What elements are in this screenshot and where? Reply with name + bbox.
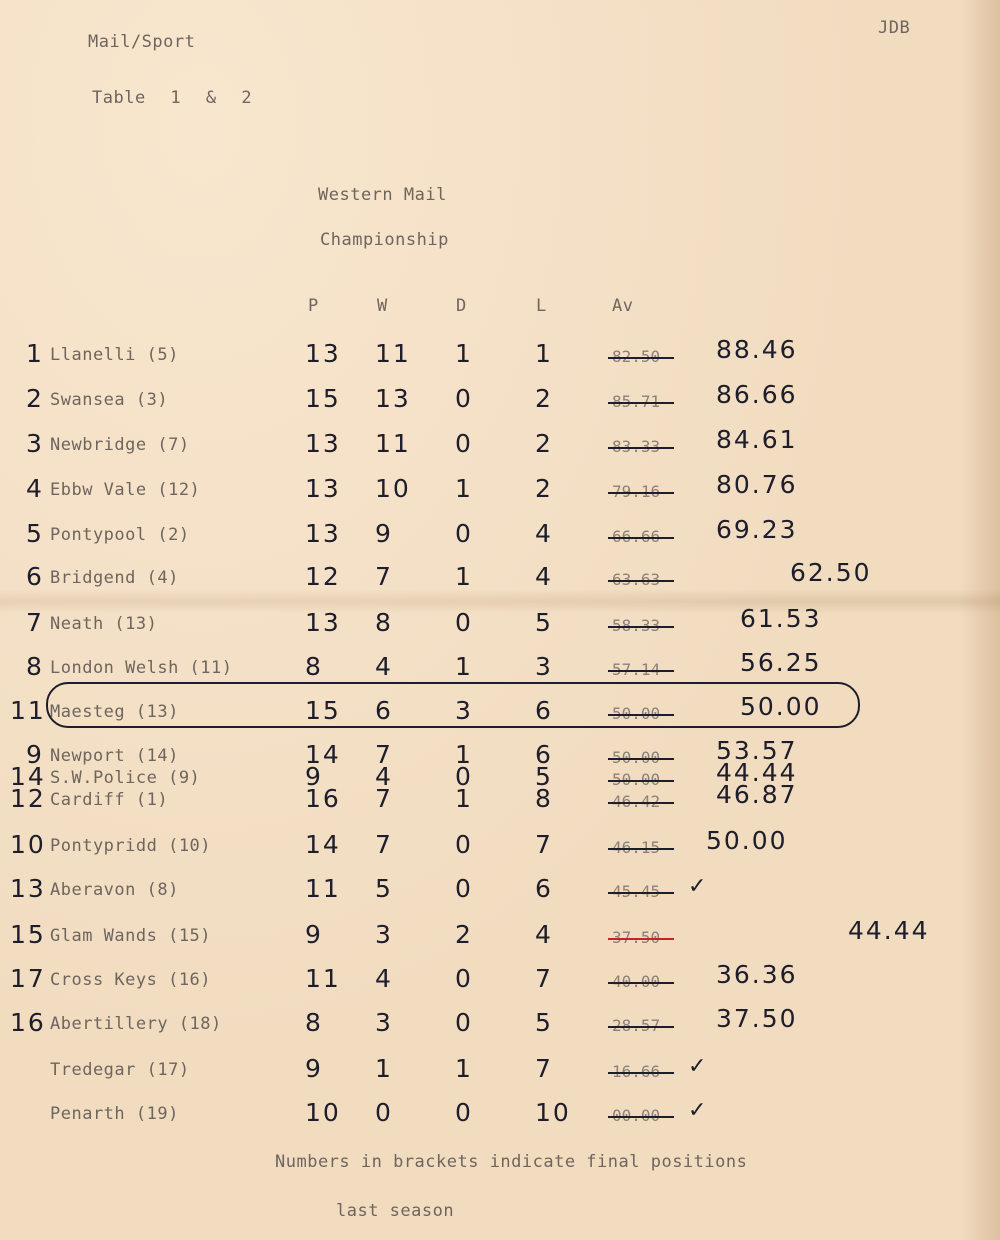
won-value: 5 [375,874,393,903]
maesteg-circle [46,682,860,728]
played-value: 9 [305,762,323,791]
drawn-value: 0 [455,1098,473,1127]
played-value: 12 [305,562,341,591]
previous-average: 50.00 [612,704,661,723]
team-name: Neath (13) [50,614,158,634]
team-name: Cross Keys (16) [50,970,212,990]
previous-average: 57.14 [612,660,661,679]
previous-average: 40.00 [612,972,661,991]
new-average: 88.46 [716,335,798,364]
check-mark-icon: ✓ [688,1098,707,1123]
played-value: 10 [305,1098,341,1127]
played-value: 16 [305,784,341,813]
lost-value: 1 [535,339,553,368]
previous-average: 79.16 [612,482,661,501]
new-average: 50.00 [706,826,788,855]
column-header-d: D [456,296,467,316]
row-position-number: 6 [26,562,44,591]
previous-average: 46.15 [612,838,661,857]
new-average: 62.50 [790,558,872,587]
won-value: 11 [375,339,411,368]
drawn-value: 0 [455,519,473,548]
team-name: Tredegar (17) [50,1060,190,1080]
team-name: Abertillery (18) [50,1014,222,1034]
won-value: 7 [375,562,393,591]
team-name: Aberavon (8) [50,880,179,900]
won-value: 10 [375,474,411,503]
drawn-value: 1 [455,784,473,813]
played-value: 14 [305,740,341,769]
row-position-number: 11 [10,696,46,725]
lost-value: 5 [535,608,553,637]
previous-average: 00.00 [612,1106,661,1125]
previous-average: 50.00 [612,770,661,789]
won-value: 0 [375,1098,393,1127]
lost-value: 4 [535,519,553,548]
row-position-number: 8 [26,652,44,681]
new-average: 61.53 [740,604,822,633]
new-average: 37.50 [716,1004,798,1033]
previous-average: 16.66 [612,1062,661,1081]
column-header-l: L [536,296,547,316]
team-name: S.W.Police (9) [50,768,201,788]
drawn-value: 0 [455,608,473,637]
lost-value: 4 [535,920,553,949]
won-value: 7 [375,830,393,859]
row-position-number: 14 [10,762,46,791]
won-value: 3 [375,920,393,949]
lost-value: 6 [535,696,553,725]
previous-average: 66.66 [612,527,661,546]
previous-average: 28.57 [612,1016,661,1035]
row-position-number: 9 [26,740,44,769]
team-name: Pontypool (2) [50,525,190,545]
team-name: Glam Wands (15) [50,926,212,946]
lost-value: 7 [535,1054,553,1083]
team-name: Bridgend (4) [50,568,179,588]
lost-value: 4 [535,562,553,591]
header-right: JDB [878,18,911,38]
played-value: 8 [305,1008,323,1037]
new-average: 50.00 [740,692,822,721]
lost-value: 2 [535,384,553,413]
row-position-number: 4 [26,474,44,503]
drawn-value: 1 [455,474,473,503]
header-left: Mail/Sport [88,32,196,52]
new-average: 44.44 [716,758,798,787]
played-value: 8 [305,652,323,681]
table-reference: Table 1 & 2 [92,88,253,108]
title-line-2: Championship [320,230,449,250]
row-position-number: 10 [10,830,46,859]
drawn-value: 1 [455,339,473,368]
new-average: 46.87 [716,780,798,809]
team-name: London Welsh (11) [50,658,233,678]
drawn-value: 0 [455,1008,473,1037]
played-value: 11 [305,874,341,903]
previous-average: 45.45 [612,882,661,901]
played-value: 13 [305,474,341,503]
drawn-value: 0 [455,429,473,458]
row-position-number: 15 [10,920,46,949]
drawn-value: 2 [455,920,473,949]
won-value: 7 [375,740,393,769]
new-average: 56.25 [740,648,822,677]
team-name: Newport (14) [50,746,179,766]
won-value: 1 [375,1054,393,1083]
team-name: Pontypridd (10) [50,836,212,856]
played-value: 13 [305,608,341,637]
new-average: 53.57 [716,736,798,765]
team-name: Swansea (3) [50,390,169,410]
drawn-value: 0 [455,964,473,993]
lost-value: 2 [535,474,553,503]
drawn-value: 1 [455,652,473,681]
lost-value: 5 [535,762,553,791]
drawn-value: 3 [455,696,473,725]
row-position-number: 2 [26,384,44,413]
footer-line-2: last season [336,1201,455,1221]
new-average: 36.36 [716,960,798,989]
row-position-number: 1 [26,339,44,368]
previous-average: 46.42 [612,792,661,811]
played-value: 15 [305,384,341,413]
new-average: 84.61 [716,425,798,454]
new-average: 69.23 [716,515,798,544]
check-mark-icon: ✓ [688,874,707,899]
row-position-number: 3 [26,429,44,458]
won-value: 9 [375,519,393,548]
lost-value: 3 [535,652,553,681]
previous-average: 63.63 [612,570,661,589]
lost-value: 7 [535,830,553,859]
lost-value: 7 [535,964,553,993]
previous-average: 83.33 [612,437,661,456]
won-value: 6 [375,696,393,725]
team-name: Maesteg (13) [50,702,179,722]
played-value: 15 [305,696,341,725]
won-value: 4 [375,762,393,791]
previous-average: 50.00 [612,748,661,767]
lost-value: 6 [535,740,553,769]
row-position-number: 16 [10,1008,46,1037]
previous-average: 82.50 [612,347,661,366]
drawn-value: 0 [455,874,473,903]
row-position-number: 13 [10,874,46,903]
played-value: 13 [305,429,341,458]
column-header-av: Av [612,296,634,316]
title-line-1: Western Mail [318,185,447,205]
drawn-value: 1 [455,1054,473,1083]
new-average: 86.66 [716,380,798,409]
lost-value: 5 [535,1008,553,1037]
column-header-p: P [308,296,319,316]
drawn-value: 0 [455,384,473,413]
row-position-number: 5 [26,519,44,548]
footer-line-1: Numbers in brackets indicate final positions [275,1152,748,1172]
check-mark-icon: ✓ [688,1054,707,1079]
lost-value: 8 [535,784,553,813]
won-value: 13 [375,384,411,413]
lost-value: 10 [535,1098,571,1127]
new-average: 44.44 [848,916,930,945]
played-value: 13 [305,339,341,368]
won-value: 7 [375,784,393,813]
drawn-value: 1 [455,562,473,591]
team-name: Ebbw Vale (12) [50,480,201,500]
won-value: 4 [375,652,393,681]
drawn-value: 0 [455,762,473,791]
won-value: 8 [375,608,393,637]
previous-average: 58.33 [612,616,661,635]
played-value: 11 [305,964,341,993]
played-value: 9 [305,1054,323,1083]
team-name: Llanelli (5) [50,345,179,365]
team-name: Newbridge (7) [50,435,190,455]
played-value: 9 [305,920,323,949]
won-value: 3 [375,1008,393,1037]
new-average: 80.76 [716,470,798,499]
previous-average: 37.50 [612,928,661,947]
won-value: 11 [375,429,411,458]
team-name: Penarth (19) [50,1104,179,1124]
played-value: 13 [305,519,341,548]
lost-value: 2 [535,429,553,458]
drawn-value: 1 [455,740,473,769]
column-header-w: W [377,296,388,316]
row-position-number: 12 [10,784,46,813]
lost-value: 6 [535,874,553,903]
row-position-number: 7 [26,608,44,637]
row-position-number: 17 [10,964,46,993]
previous-average: 85.71 [612,392,661,411]
played-value: 14 [305,830,341,859]
won-value: 4 [375,964,393,993]
team-name: Cardiff (1) [50,790,169,810]
drawn-value: 0 [455,830,473,859]
